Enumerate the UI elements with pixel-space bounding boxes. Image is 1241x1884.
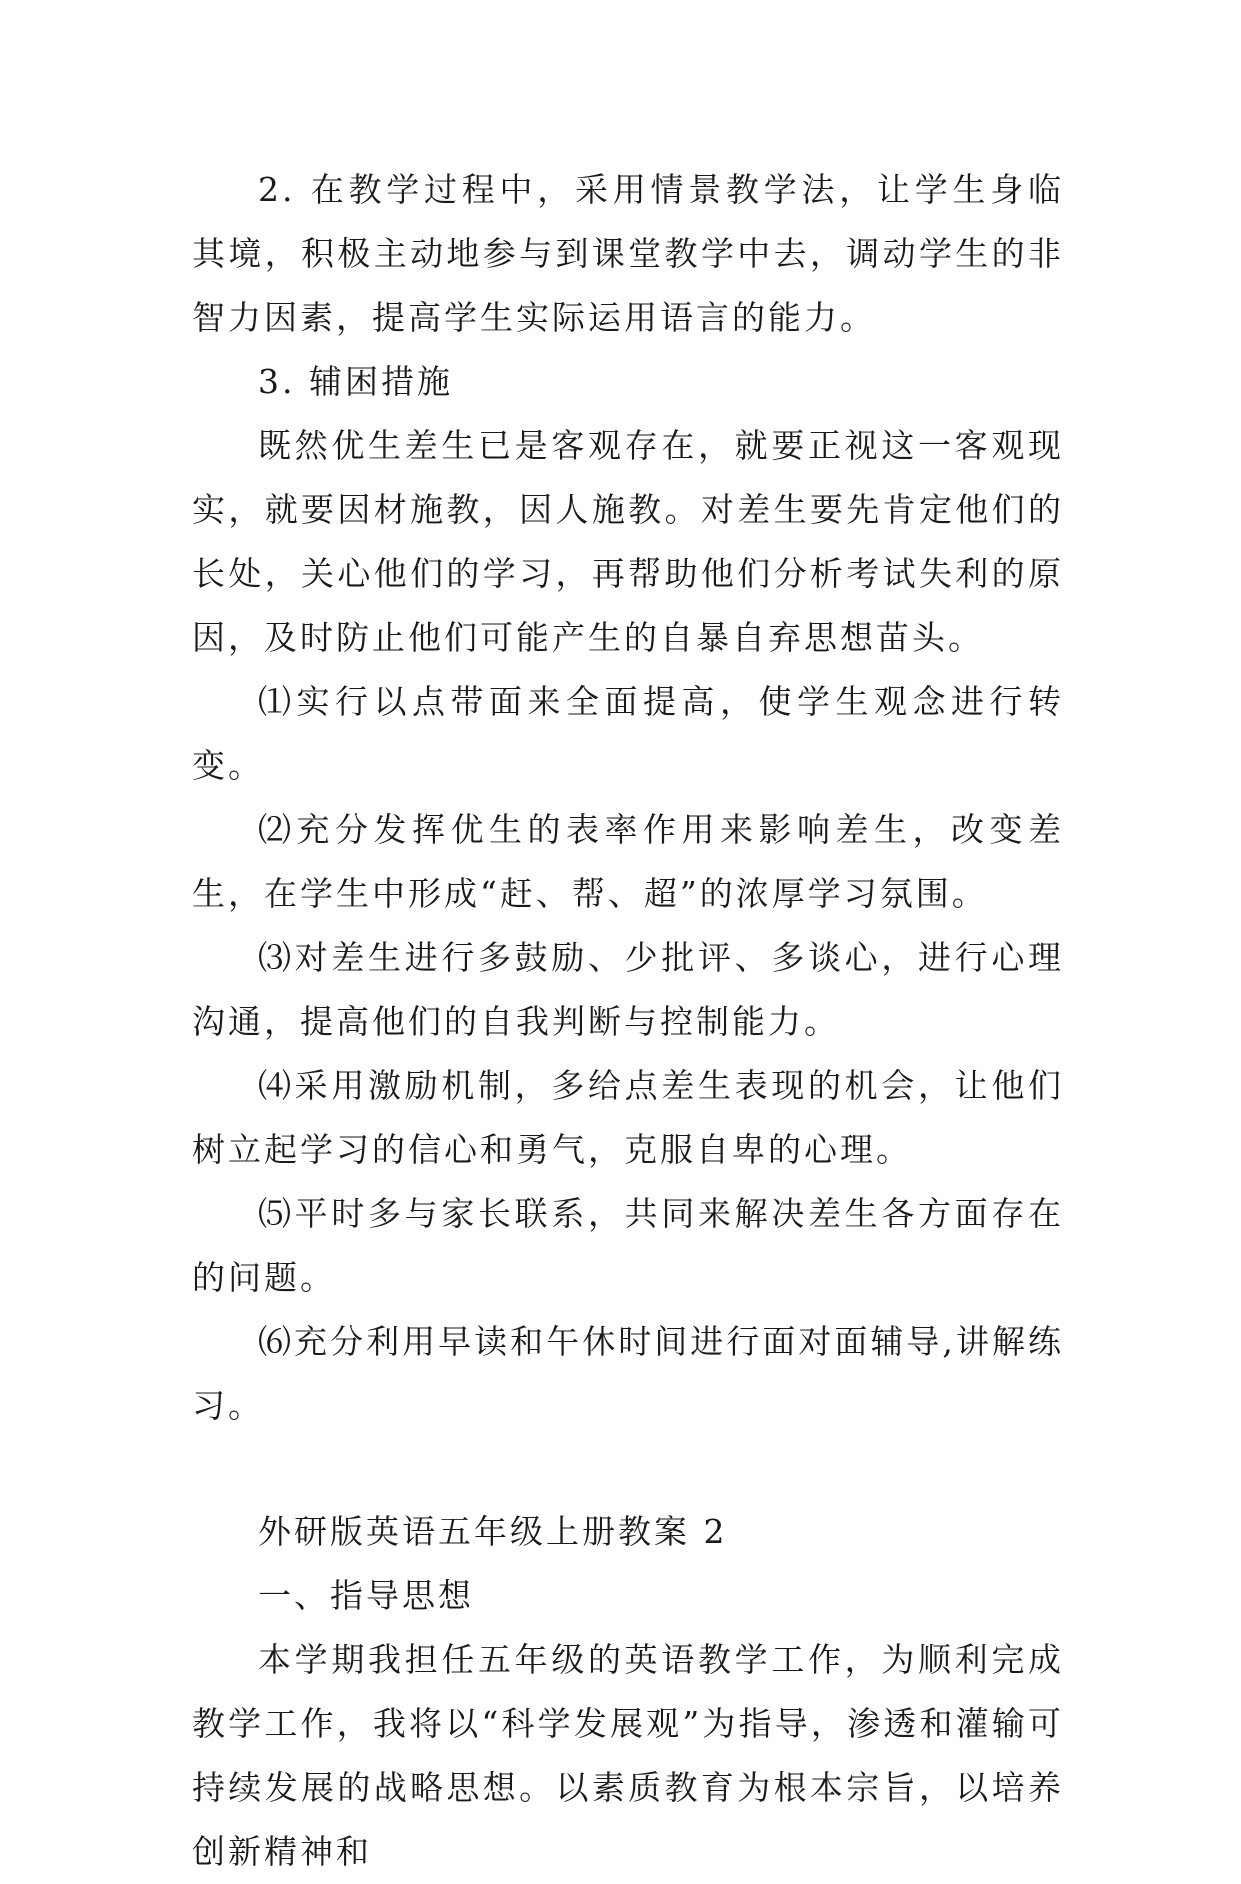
list-item-1: ⑴实行以点带面来全面提高，使学生观念进行转变。 — [192, 682, 1064, 785]
heading-guiding-ideology: 一、指导思想 — [258, 1576, 474, 1615]
paragraph-guiding-ideology: 本学期我担任五年级的英语教学工作，为顺利完成教学工作，我将以“科学发展观”为指导，渗透和灌输可持续发展的战略思想。以素质教育为根本宗旨，以培养创新精神和 — [192, 1640, 1064, 1871]
paragraph-teaching-method: 2. 在教学过程中，采用情景教学法，让学生身临其境，积极主动地参与到课堂教学中去，调动学生的非智力因素，提高学生实际运用语言的能力。 — [192, 170, 1064, 337]
document-page — [192, 158, 1064, 1884]
list-item-2: ⑵充分发挥优生的表率作用来影响差生，改变差生，在学生中形成“赶、帮、超”的浓厚学习氛围。 — [192, 810, 1064, 913]
section-title: 外研版英语五年级上册教案 2 — [258, 1512, 728, 1551]
list-item-4: ⑷采用激励机制，多给点差生表现的机会，让他们树立起学习的信心和勇气，克服自卑的心理。 — [192, 1066, 1064, 1169]
list-item-5: ⑸平时多与家长联系，共同来解决差生各方面存在的问题。 — [192, 1194, 1064, 1297]
heading-support-measures: 3. 辅困措施 — [258, 362, 453, 401]
paragraph-student-differences: 既然优生差生已是客观存在，就要正视这一客观现实，就要因材施教，因人施教。对差生要先肯定他们的长处，关心他们的学习，再帮助他们分析考试失利的原因，及时防止他们可能产生的自暴自弃思想苗头。 — [192, 426, 1064, 657]
list-item-6: ⑹充分利用早读和午休时间进行面对面辅导,讲解练习。 — [192, 1322, 1064, 1425]
list-item-3: ⑶对差生进行多鼓励、少批评、多谈心，进行心理沟通，提高他们的自我判断与控制能力。 — [192, 938, 1064, 1041]
section-spacer — [192, 1438, 1064, 1500]
